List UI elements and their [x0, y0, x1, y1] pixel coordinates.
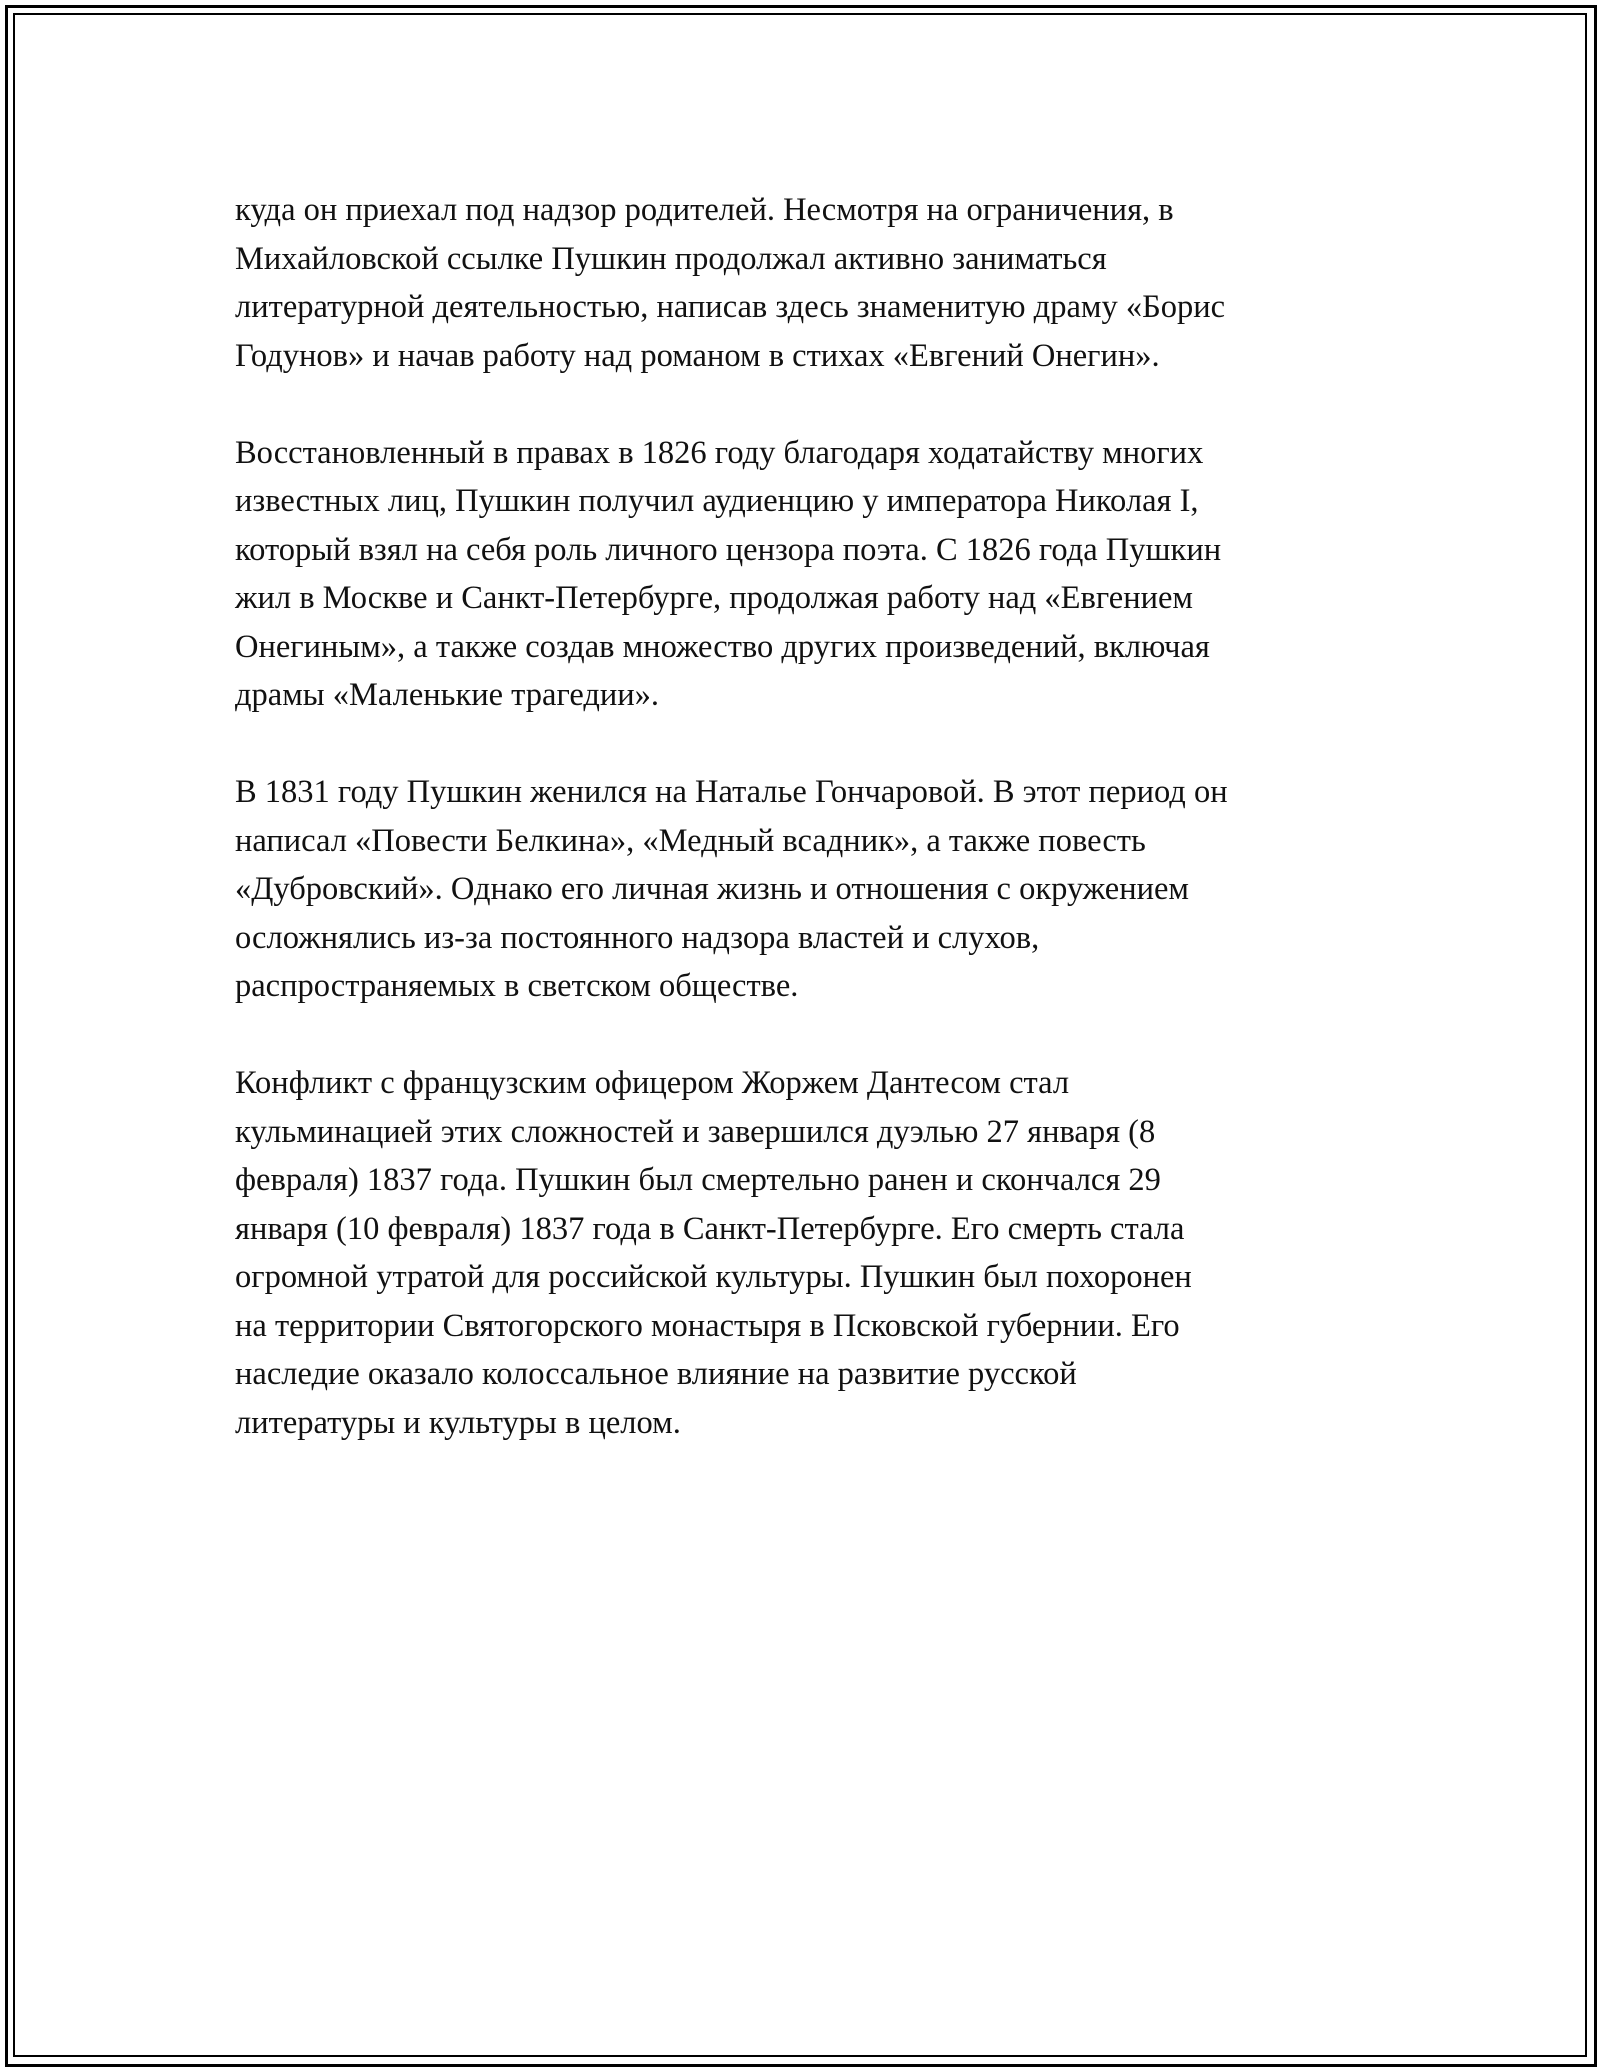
paragraph-2	[235, 429, 1375, 720]
text-line: на территории Святогорского монастыря в Псковской губернии. Его	[235, 1307, 1180, 1344]
paragraph-3	[235, 768, 1375, 1011]
paragraph-1	[235, 186, 1375, 380]
text-line: кульминацией этих сложностей и завершился дуэлью 27 января (8	[235, 1113, 1156, 1150]
text-line: наследие оказало колоссальное влияние на развитие русской	[235, 1356, 1077, 1392]
text-line: «Дубровский». Однако его личная жизнь и отношения с окружением	[235, 871, 1189, 907]
text-line: осложнялись из-за постоянного надзора властей и слухов,	[235, 919, 1040, 956]
text-line: написал «Повести Белкина», «Медный всадник», а также повесть	[235, 822, 1146, 859]
text-line: Онегиным», а также создав множество других произведений, включая	[235, 628, 1210, 665]
text-line: Годунов» и начав работу над романом в стихах «Евгений Онегин».	[235, 337, 1160, 374]
text-line: января (10 февраля) 1837 года в Санкт-Петербурге. Его смерть стала	[235, 1210, 1185, 1247]
text-line: февраля) 1837 года. Пушкин был смертельно ранен и скончался 29	[235, 1162, 1161, 1198]
paragraph-4	[235, 1059, 1375, 1447]
text-line: Конфликт с французским офицером Жоржем Дантесом стал	[235, 1065, 1070, 1101]
text-line: литературы и культуры в целом.	[235, 1404, 681, 1441]
text-line: Восстановленный в правах в 1826 году благодаря ходатайству многих	[235, 434, 1204, 471]
text-line: В 1831 году Пушкин женился на Наталье Гончаровой. В этот период он	[235, 774, 1228, 810]
text-line: литературной деятельностью, написав здесь знаменитую драму «Борис	[235, 289, 1226, 325]
text-line: драмы «Маленькие трагедии».	[235, 677, 660, 713]
text-line: известных лиц, Пушкин получил аудиенцию у императора Николая I,	[235, 483, 1199, 519]
text-line: который взял на себя роль личного цензора поэта. С 1826 года Пушкин	[235, 531, 1222, 568]
document-body	[235, 186, 1375, 1496]
text-line: огромной утратой для российской культуры. Пушкин был похоронен	[235, 1259, 1192, 1295]
text-line: куда он приехал под надзор родителей. Несмотря на ограничения, в	[235, 192, 1174, 228]
text-line: распространяемых в светском обществе.	[235, 968, 799, 1004]
text-line: жил в Москве и Санкт-Петербурге, продолжая работу над «Евгением	[235, 580, 1193, 616]
text-line: Михайловской ссылке Пушкин продолжал активно заниматься	[235, 240, 1107, 277]
